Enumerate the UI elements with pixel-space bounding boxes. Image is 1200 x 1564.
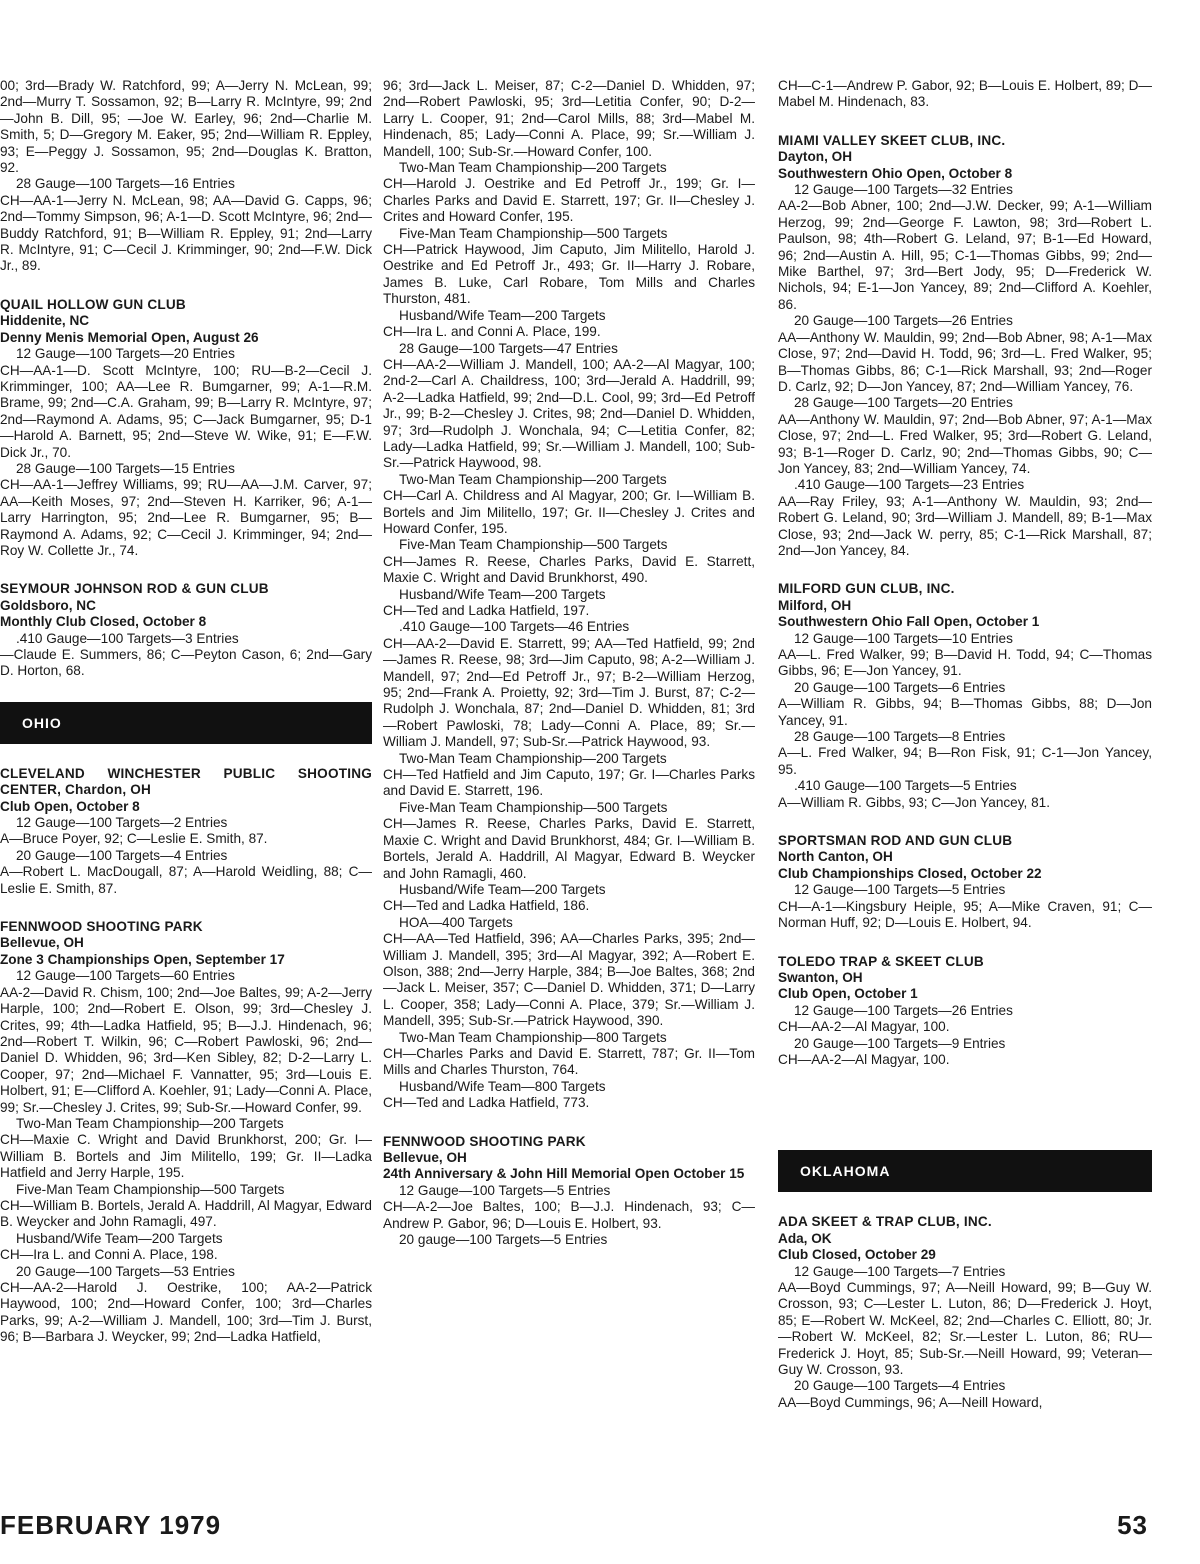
event-category: Two-Man Team Championship—200 Targets	[399, 750, 667, 766]
event-category: 28 Gauge—100 Targets—15 Entries	[16, 460, 235, 476]
results-paragraph: 96; 3rd—Jack L. Meiser, 87; C-2—Daniel D. Whidden, 97; 2nd—Robert Pawloski, 95; 3rd—Letitia Confer, 90; D-2—Larry L. Cooper, 91; 2nd—Carol Mills, 88; 3rd—Mabel M. Hindenach, 85; Lady—Conni A. Place, 99; Sr.—William J. Mandell, 100; Sub-Sr.—Howard Confer, 100.	[383, 78, 755, 159]
event-category: .410 Gauge—100 Targets—23 Entries	[794, 477, 1025, 493]
club-name: QUAIL HOLLOW GUN CLUB	[0, 296, 186, 312]
results-paragraph: AA—Boyd Cummings, 97; A—Neill Howard, 99; B—Guy W. Crosson, 93; C—Lester L. Luton, 86; D—Frederick J. Hoyt, 85; E—Robert W. McKeel, 82; 2nd—Charles C. Elliott, 80; Jr.—Robert W. McKeel, 82; Sr.—Lester L. Luton, 86; RU—Frederick J. Hoyt, 85; Sub-Sr.—Neill Howard, 99; Veteran—Guy W. Crosson, 93.	[778, 1279, 1152, 1377]
results-paragraph: CH—James R. Reese, Charles Parks, David E. Starrett, Maxie C. Wright and David Brunkhorst, 484; Gr. I—William B. Bortels, Jerald A. Haddrill, Al Magyar, Edward B. Weycker and John Ramagli, 460.	[383, 816, 755, 881]
club-location: Dayton, OH	[778, 149, 853, 165]
results-paragraph: CH—AA-2—Al Magyar, 100.	[778, 1019, 950, 1035]
results-paragraph: A—Bruce Poyer, 92; C—Leslie E. Smith, 87.	[0, 831, 268, 847]
club-location: Ada, OK	[778, 1230, 832, 1246]
event-category: 20 Gauge—100 Targets—9 Entries	[794, 1035, 1006, 1051]
results-paragraph: AA—Anthony W. Mauldin, 97; 2nd—Bob Abner, 97; A-1—Max Close, 97; 2nd—L. Fred Walker, 95; 3rd—Robert G. Leland, 93; B-1—Roger D. Carlz, 90; 2nd—Thomas Gibbs, 90; C—Jon Yancey, 83; 2nd—William Yancey, 74.	[778, 411, 1152, 476]
results-paragraph: AA—Ray Friley, 93; A-1—Anthony W. Mauldin, 93; 2nd—Robert G. Leland, 90; 3rd—William J. Mandell, 89; B-1—Max Close, 93; 2nd—Jack W. perry, 85; C-1—Rick Marshall, 87; 2nd—Jon Yancey, 84.	[778, 493, 1152, 558]
results-paragraph: CH—AA-2—Harold J. Oestrike, 100; AA-2—Patrick Haywood, 100; 2nd—Howard Confer, 100; 3rd—Charles Parks, 99; A-2—William J. Mandell, 100; 3rd—Tim J. Burst, 96; B—Barbara J. Weycker, 99; 2nd—Ladka Hatfield,	[0, 1280, 372, 1345]
results-paragraph: A—William R. Gibbs, 94; B—Thomas Gibbs, 88; D—Jon Yancey, 91.	[778, 696, 1152, 728]
event-title: Club Open, October 8	[0, 798, 140, 814]
club-location: Bellevue, OH	[0, 935, 84, 951]
event-category: 20 Gauge—100 Targets—6 Entries	[794, 679, 1006, 695]
state-section-header: OKLAHOMA	[778, 1150, 1152, 1192]
footer-issue-date: FEBRUARY 1979	[0, 1510, 222, 1540]
event-category: 12 Gauge—100 Targets—20 Entries	[16, 346, 235, 362]
event-title: Southwestern Ohio Open, October 8	[778, 165, 1013, 181]
event-category: 12 Gauge—100 Targets—5 Entries	[399, 1182, 611, 1198]
column-2	[383, 78, 755, 1508]
footer-page-number: 53	[1117, 1510, 1148, 1540]
event-title: Club Closed, October 29	[778, 1247, 936, 1263]
event-title: Club Championships Closed, October 22	[778, 865, 1042, 881]
event-category: 12 Gauge—100 Targets—26 Entries	[794, 1002, 1013, 1018]
event-category: Husband/Wife Team—200 Targets	[16, 1230, 223, 1246]
event-category: .410 Gauge—100 Targets—5 Entries	[794, 778, 1017, 794]
event-category: Five-Man Team Championship—500 Targets	[399, 537, 668, 553]
results-paragraph: CH—Charles Parks and David E. Starrett, 787; Gr. II—Tom Mills and Charles Thurston, 764.	[383, 1045, 755, 1078]
event-category: Two-Man Team Championship—200 Targets	[16, 1115, 284, 1131]
results-paragraph: CH—William B. Bortels, Jerald A. Haddrill, Al Magyar, Edward B. Weycker and John Ramagli, 497.	[0, 1197, 372, 1230]
club-location: North Canton, OH	[778, 849, 893, 865]
event-title: 24th Anniversary & John Hill Memorial Open October 15	[383, 1166, 745, 1182]
results-paragraph: CH—Ted and Ladka Hatfield, 197.	[383, 603, 590, 618]
results-paragraph: 00; 3rd—Brady W. Ratchford, 99; A—Jerry N. McLean, 99; 2nd—Murry T. Sossamon, 92; B—Larry R. McIntyre, 99; 2nd—John B. Dill, 95; —Joe W. Earley, 96; 2nd—Charlie M. Smith, 5; D—Gregory M. Eaker, 95; 2nd—William R. Eppley, 93; E—Peggy J. Sossamon, 95; 2nd—Douglas K. Bratton, 92.	[0, 78, 372, 176]
event-category: Five-Man Team Championship—500 Targets	[399, 225, 668, 241]
event-category: 28 Gauge—100 Targets—20 Entries	[794, 395, 1013, 411]
club-location: Hiddenite, NC	[0, 313, 90, 329]
event-category: Husband/Wife Team—200 Targets	[399, 307, 606, 323]
event-title: Denny Menis Memorial Open, August 26	[0, 329, 259, 345]
event-category: .410 Gauge—100 Targets—46 Entries	[399, 619, 630, 635]
event-category: 12 Gauge—100 Targets—7 Entries	[794, 1263, 1006, 1279]
results-paragraph: AA—Anthony W. Mauldin, 99; 2nd—Bob Abner, 98; A-1—Max Close, 97; 2nd—David H. Todd, 96; 3rd—L. Fred Walker, 95; B—Thomas Gibbs, 86; C-1—Rick Marshall, 93; 2nd—Roger D. Carlz, 92; D—Jon Yancey, 87; 2nd—William Yancey, 76.	[778, 329, 1152, 394]
club-name: FENNWOOD SHOOTING PARK	[383, 1133, 586, 1149]
event-category: Two-Man Team Championship—200 Targets	[399, 471, 667, 487]
results-paragraph: CH—Ted and Ladka Hatfield, 773.	[383, 1095, 590, 1111]
results-paragraph: CH—Maxie C. Wright and David Brunkhorst, 200; Gr. I—William B. Bortels and Jim Militello, 199; Gr. II—Ladka Hatfield and Jerry Harple, 195.	[0, 1132, 372, 1181]
results-paragraph: CH—Ira L. and Conni A. Place, 198.	[0, 1247, 218, 1263]
event-category: 28 Gauge—100 Targets—8 Entries	[794, 729, 1006, 745]
event-category: 12 Gauge—100 Targets—10 Entries	[794, 630, 1013, 646]
event-category: Husband/Wife Team—200 Targets	[399, 881, 606, 897]
event-category: 12 Gauge—100 Targets—60 Entries	[16, 968, 235, 984]
results-paragraph: CH—A-1—Kingsbury Heiple, 95; A—Mike Craven, 91; C—Norman Huff, 92; D—Louis E. Holbert, 94.	[778, 898, 1152, 931]
results-paragraph: CH—AA—Ted Hatfield, 396; AA—Charles Parks, 395; 2nd—William J. Mandell, 395; 3rd—Al Magyar, 392; A—Robert E. Olson, 388; 2nd—Jerry Harple, 384; B—Joe Baltes, 368; 2nd—Jack L. Meiser, 357; C—Daniel D. Whidden, 371; D—Larry L. Cooper, 358; Lady—Conni A. Place, 379; Sr.—William J. Mandell, 395; Sub-Sr.—Patrick Haywood, 390.	[383, 931, 755, 1029]
results-paragraph: CH—Patrick Haywood, Jim Caputo, Jim Militello, Harold J. Oestrike and Ed Petroff Jr., 493; Gr. II—Harry J. Robare, James B. Luke, Carl Robare, Tom Mills and Charles Thurston, 481.	[383, 242, 755, 307]
club-name: SPORTSMAN ROD AND GUN CLUB	[778, 833, 1013, 849]
event-title: Southwestern Ohio Fall Open, October 1	[778, 614, 1040, 630]
results-paragraph: CH—A-2—Joe Baltes, 100; B—J.J. Hindenach, 93; C—Andrew P. Gabor, 96; D—Louis E. Holbert, 93.	[383, 1199, 755, 1231]
state-section-header: OHIO	[0, 702, 372, 744]
event-category: 20 Gauge—100 Targets—4 Entries	[16, 847, 228, 863]
event-category: Two-Man Team Championship—800 Targets	[399, 1029, 667, 1045]
club-location: Bellevue, OH	[383, 1150, 467, 1165]
event-category: 28 Gauge—100 Targets—16 Entries	[16, 176, 235, 192]
results-paragraph: CH—AA-1—Jerry N. McLean, 98; AA—David G. Capps, 96; 2nd—Tommy Simpson, 96; A-1—D. Scott McIntyre, 96; 2nd—Buddy Ratchford, 91; B—William R. Eppley, 91; 2nd—Larry R. McIntyre, 91; C—Cecil J. Krimminger, 90; 2nd—F.W. Dick Jr., 89.	[0, 192, 372, 274]
club-location: Milford, OH	[778, 597, 852, 613]
event-category: 12 Gauge—100 Targets—32 Entries	[794, 182, 1013, 198]
club-name: SEYMOUR JOHNSON ROD & GUN CLUB	[0, 581, 269, 597]
event-category: Two-Man Team Championship—200 Targets	[399, 160, 667, 176]
results-paragraph: AA—L. Fred Walker, 99; B—David H. Todd, 94; C—Thomas Gibbs, 96; E—Jon Yancey, 91.	[778, 647, 1152, 679]
results-paragraph: CH—Ira L. and Conni A. Place, 199.	[383, 324, 601, 340]
event-title: Club Open, October 1	[778, 986, 918, 1002]
club-name: CLEVELAND WINCHESTER PUBLIC SHOOTING CENTER, Chardon, OH	[0, 765, 372, 798]
results-paragraph: CH—Ted and Ladka Hatfield, 186.	[383, 898, 590, 914]
results-paragraph: CH—AA-2—William J. Mandell, 100; AA-2—Al Magyar, 100; 2nd-2—Carl A. Chaildress, 100; 3rd—Jerald A. Haddrill, 99; A-2—Ladka Hatfield, 99; 2nd—D.L. Cool, 99; 3rd—Ed Petroff Jr., 99; B-2—Chesley J. Crites, 98; 2nd—Daniel D. Whidden, 97; 3rd—Rudolph J. Wonchala, 94; C—Letitia Confer, 82; Lady—Ladka Hatfield, 99; Sr.—William J. Mandell, 100; Sub-Sr.—Patrick Haywood, 98.	[383, 356, 755, 471]
event-category: HOA—400 Targets	[399, 914, 513, 930]
club-location: Swanton, OH	[778, 969, 863, 985]
event-category: 20 Gauge—100 Targets—4 Entries	[794, 1378, 1006, 1394]
club-location: Goldsboro, NC	[0, 597, 96, 613]
results-paragraph: AA-2—Bob Abner, 100; 2nd—J.W. Decker, 99; A-1—William Herzog, 99; 2nd—George F. Lawton, 98; 3rd—Robert L. Paulson, 98; 4th—Robert G. Leland, 97; B-1—Ed Howard, 96; 2nd—Austin A. Hill, 95; C-1—Thomas Gibbs, 99; 2nd—Mike Barthel, 97; 3rd—Bert Jody, 95; D—Frederick W. Nichols, 94; E-1—Jon Yancey, 89; 2nd—Clifford A. Koehler, 86.	[778, 198, 1152, 312]
column-1	[0, 78, 372, 1508]
event-category: .410 Gauge—100 Targets—3 Entries	[16, 630, 239, 646]
event-category: 12 Gauge—100 Targets—5 Entries	[794, 882, 1006, 898]
spacer	[778, 1068, 1152, 1128]
event-title: Monthly Club Closed, October 8	[0, 614, 207, 630]
event-category: 20 gauge—100 Targets—5 Entries	[399, 1232, 608, 1248]
event-title: Zone 3 Championships Open, September 17	[0, 951, 285, 967]
club-name: ADA SKEET & TRAP CLUB, INC.	[778, 1214, 992, 1230]
results-paragraph: CH—AA-1—Jeffrey Williams, 99; RU—AA—J.M. Carver, 97; AA—Keith Moses, 97; 2nd—Steven H. Karriker, 96; A-1—Larry Harrington, 95; 2nd—Lee R. Bumgarner, 95; B—Raymond A. Adams, 92; C—Cecil J. Krimminger, 94; 2nd—Roy W. Collette Jr., 74.	[0, 477, 372, 558]
results-paragraph: AA—Boyd Cummings, 96; A—Neill Howard,	[778, 1394, 1043, 1410]
results-paragraph: CH—AA-2—David E. Starrett, 99; AA—Ted Hatfield, 99; 2nd—James R. Reese, 98; 3rd—Jim Caputo, 98; A-2—William J. Mandell, 97; 2nd—Ed Petroff Jr., 97; B-2—William Herzog, 95; 2nd—Frank A. Proietty, 92; 3rd—Tim J. Burst, 87; C-2—Rudolph J. Wonchala, 87; 2nd—Daniel D. Whidden, 81; 3rd—Robert Pawloski, 78; Lady—Conni A. Place, 89; Sr.—William J. Mandell, 97; Sub-Sr.—Patrick Haywood, 93.	[383, 635, 755, 750]
results-paragraph: A—William R. Gibbs, 93; C—Jon Yancey, 81.	[778, 794, 1050, 810]
column-3	[778, 78, 1152, 1508]
results-paragraph: A—L. Fred Walker, 94; B—Ron Fisk, 91; C-1—Jon Yancey, 95.	[778, 745, 1152, 777]
event-category: 12 Gauge—100 Targets—2 Entries	[16, 815, 228, 831]
event-category: Five-Man Team Championship—500 Targets	[16, 1181, 285, 1197]
results-paragraph: CH—James R. Reese, Charles Parks, David E. Starrett, Maxie C. Wright and David Brunkhorst, 490.	[383, 553, 755, 586]
club-name: TOLEDO TRAP & SKEET CLUB	[778, 953, 984, 969]
event-category: 20 Gauge—100 Targets—53 Entries	[16, 1263, 235, 1279]
event-category: 28 Gauge—100 Targets—47 Entries	[399, 340, 618, 356]
results-paragraph: CH—AA-2—Al Magyar, 100.	[778, 1051, 950, 1067]
club-name: FENNWOOD SHOOTING PARK	[0, 919, 203, 935]
event-category: Husband/Wife Team—800 Targets	[399, 1078, 606, 1094]
results-paragraph: CH—Carl A. Childress and Al Magyar, 200; Gr. I—William B. Bortels and Jim Militello, 197; Gr. II—Chesley J. Crites and Howard Confer, 195.	[383, 488, 755, 536]
results-paragraph: CH—Harold J. Oestrike and Ed Petroff Jr., 199; Gr. I—Charles Parks and David E. Starrett, 197; Gr. II—Chesley J. Crites and Howard Confer, 195.	[383, 176, 755, 225]
results-paragraph: A—Robert L. MacDougall, 87; A—Harold Weidling, 88; C—Leslie E. Smith, 87.	[0, 864, 372, 896]
club-name: MILFORD GUN CLUB, INC.	[778, 581, 955, 597]
results-paragraph: AA-2—David R. Chism, 100; 2nd—Joe Baltes, 99; A-2—Jerry Harple, 100; 2nd—Robert E. Olson, 99; 3rd—Chesley J. Crites, 99; 4th—Ladka Hatfield, 95; B—J.J. Hindenach, 96; 2nd—Robert T. Wilkin, 96; C—Robert Pawloski, 96; 2nd—Daniel D. Whidden, 96; 3rd—Ken Sibley, 82; D-2—Larry L. Cooper, 97; 2nd—Michael F. Vannatter, 95; 3rd—Louis E. Holbert, 91; E—Clifford A. Koehler, 91; Lady—Conni A. Place, 99; Sr.—Chesley J. Crites, 99; Sub-Sr.—Howard Confer, 99.	[0, 984, 372, 1115]
event-category: Husband/Wife Team—200 Targets	[399, 586, 606, 602]
club-name: MIAMI VALLEY SKEET CLUB, INC.	[778, 132, 1006, 148]
results-paragraph: CH—C-1—Andrew P. Gabor, 92; B—Louis E. Holbert, 89; D—Mabel M. Hindenach, 83.	[778, 78, 1152, 110]
event-category: Five-Man Team Championship—500 Targets	[399, 799, 668, 815]
results-paragraph: CH—Ted Hatfield and Jim Caputo, 197; Gr. I—Charles Parks and David E. Starrett, 196.	[383, 767, 755, 799]
results-paragraph: CH—AA-1—D. Scott McIntyre, 100; RU—B-2—Cecil J. Krimminger, 100; AA—Lee R. Bumgarner, 99; A-1—R.M. Brame, 99; 2nd—C.A. Graham, 99; B—Larry R. McIntyre, 97; 2nd—Raymond A. Adams, 95; C—Jack Bumgarner, 95; D-1—Harold A. Barnett, 95; 2nd—Steve W. Wike, 91; E—F.W. Dick Jr., 70.	[0, 362, 372, 460]
results-paragraph: —Claude E. Summers, 86; C—Peyton Cason, 6; 2nd—Gary D. Horton, 68.	[0, 647, 372, 679]
event-category: 20 Gauge—100 Targets—26 Entries	[794, 313, 1013, 329]
